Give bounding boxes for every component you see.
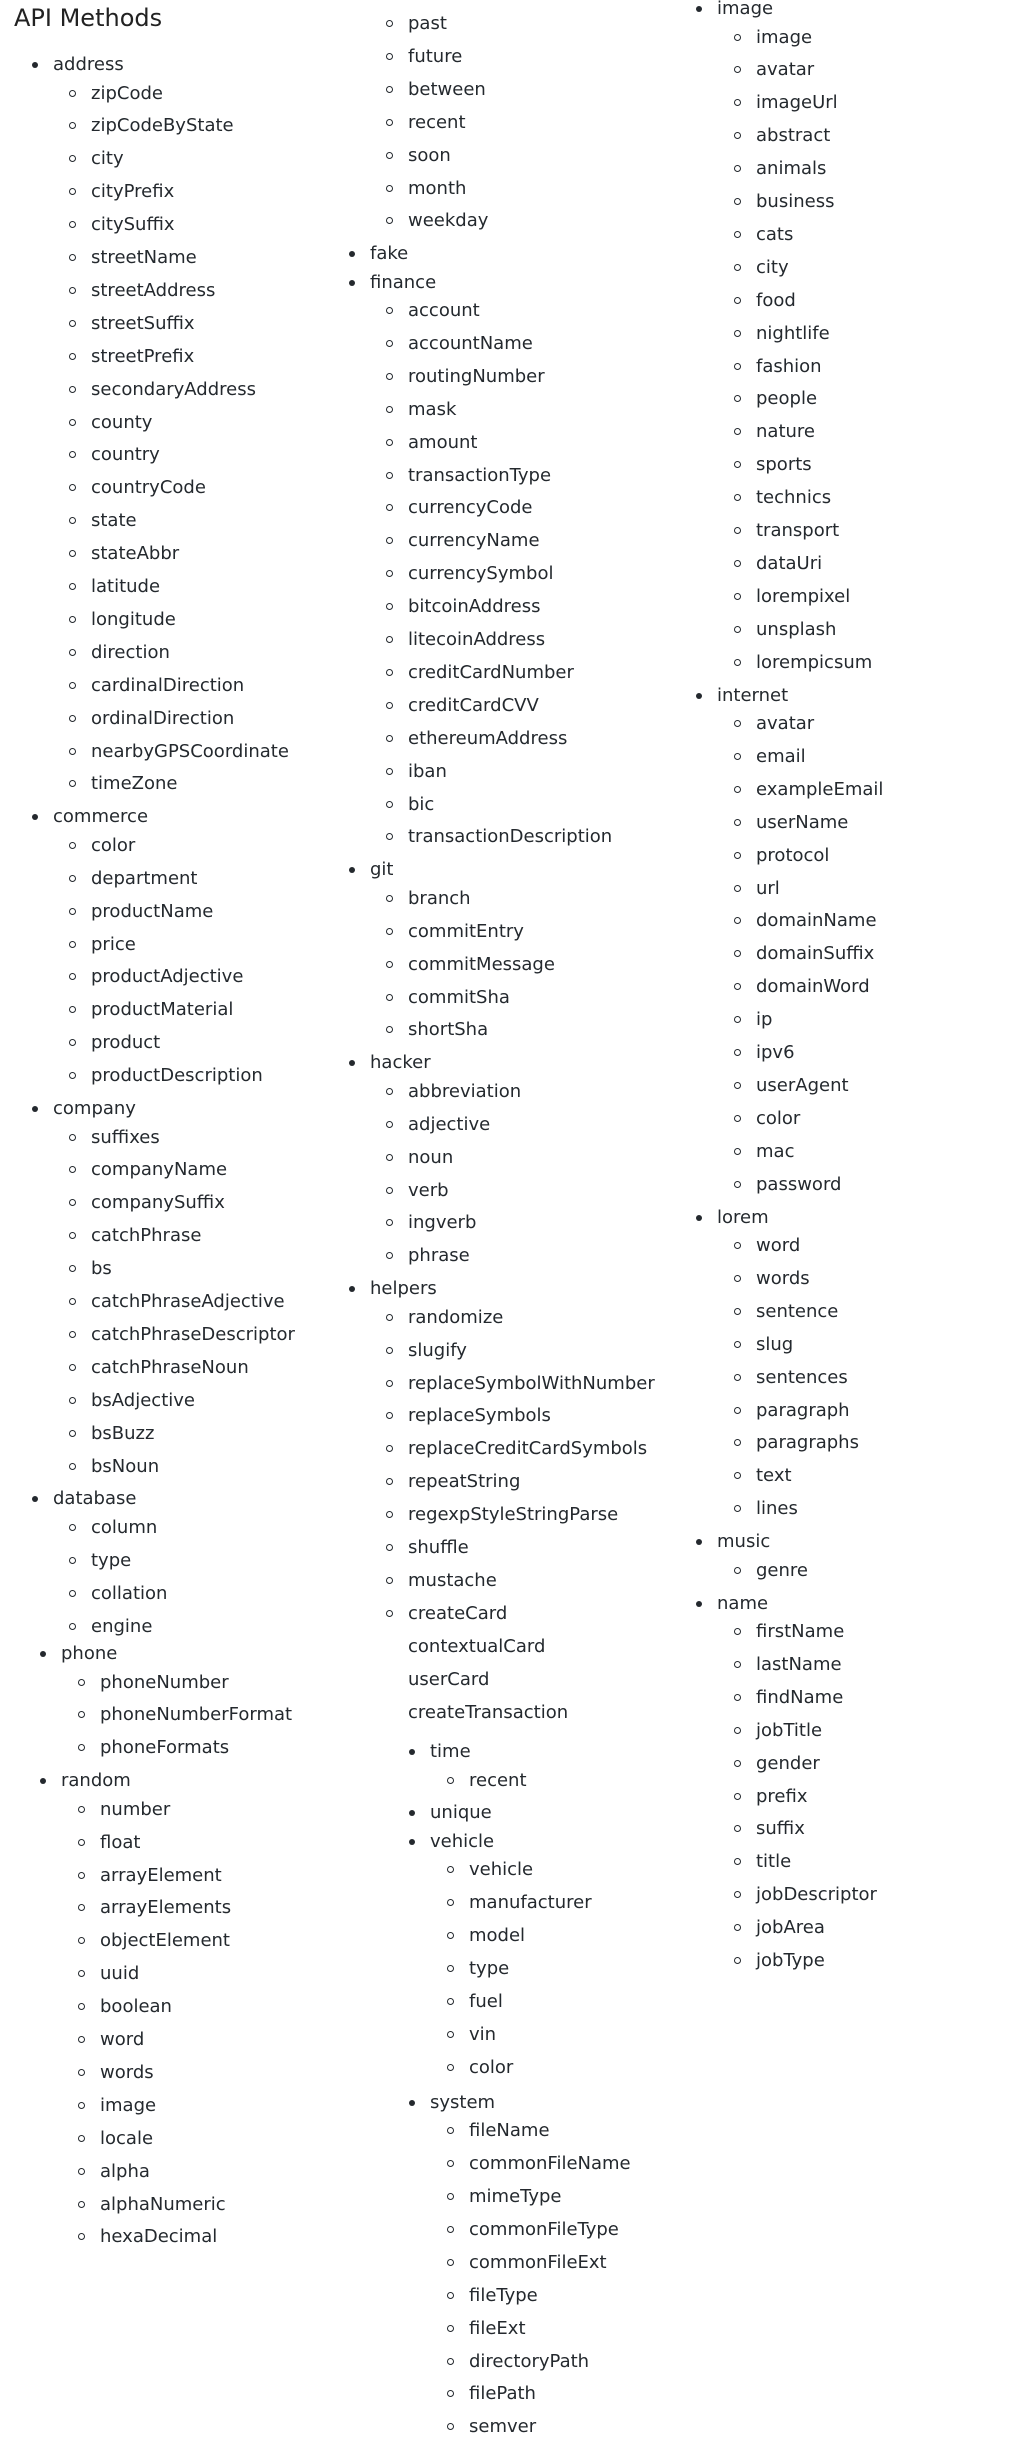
method-item: past: [408, 10, 447, 38]
method-item: repeatString: [408, 1468, 520, 1496]
method-item: dataUri: [756, 550, 822, 578]
method-item: shortSha: [408, 1016, 488, 1044]
category-item: random: [61, 1767, 131, 1795]
method-item: suffix: [756, 1815, 805, 1843]
method-item: abbreviation: [408, 1078, 521, 1106]
method-item: latitude: [91, 573, 160, 601]
method-item: jobType: [756, 1947, 825, 1975]
method-item: zipCode: [91, 80, 163, 108]
method-item: commonFileName: [469, 2150, 631, 2178]
method-item: color: [756, 1105, 800, 1133]
method-item: companyName: [91, 1156, 227, 1184]
method-item: word: [756, 1232, 800, 1260]
method-item: catchPhraseNoun: [91, 1354, 249, 1382]
category-item: system: [430, 2089, 495, 2117]
method-item: number: [100, 1796, 170, 1824]
method-item: creditCardCVV: [408, 692, 539, 720]
method-item: replaceSymbols: [408, 1402, 551, 1430]
method-item: ethereumAddress: [408, 725, 567, 753]
method-item: image: [756, 24, 812, 52]
method-item: abstract: [756, 122, 830, 150]
method-item: companySuffix: [91, 1189, 225, 1217]
method-item: color: [91, 832, 135, 860]
method-item: city: [91, 145, 124, 173]
method-item: word: [100, 2026, 144, 2054]
method-item: alphaNumeric: [100, 2191, 226, 2219]
category-item: database: [53, 1485, 136, 1513]
category-item: lorem: [717, 1204, 769, 1232]
method-item: streetPrefix: [91, 343, 194, 371]
category-item: address: [53, 51, 124, 79]
method-item: userAgent: [756, 1072, 849, 1100]
method-item: commitEntry: [408, 918, 524, 946]
method-item: model: [469, 1922, 525, 1950]
method-item: directoryPath: [469, 2348, 589, 2376]
method-item: streetAddress: [91, 277, 215, 305]
method-item: timeZone: [91, 770, 178, 798]
category-item: unique: [430, 1799, 492, 1827]
method-item: citySuffix: [91, 211, 175, 239]
category-item: company: [53, 1095, 136, 1123]
method-item: sports: [756, 451, 812, 479]
method-item: nature: [756, 418, 815, 446]
method-item: catchPhrase: [91, 1222, 201, 1250]
method-item: fileExt: [469, 2315, 526, 2343]
method-item: replaceCreditCardSymbols: [408, 1435, 647, 1463]
method-item: createCard: [408, 1600, 507, 1628]
method-item: sentence: [756, 1298, 838, 1326]
method-item: accountName: [408, 330, 533, 358]
method-item: fileType: [469, 2282, 538, 2310]
method-item: routingNumber: [408, 363, 545, 391]
method-item: product: [91, 1029, 160, 1057]
method-item: between: [408, 76, 486, 104]
method-item: currencyName: [408, 527, 540, 555]
method-item: sentences: [756, 1364, 848, 1392]
method-item: adjective: [408, 1111, 490, 1139]
category-item: vehicle: [430, 1828, 494, 1856]
category-item: name: [717, 1590, 768, 1618]
method-item: semver: [469, 2413, 536, 2441]
method-item: type: [469, 1955, 509, 1983]
method-item: locale: [100, 2125, 153, 2153]
method-item: zipCodeByState: [91, 112, 234, 140]
method-item: recent: [469, 1767, 527, 1795]
method-item: cityPrefix: [91, 178, 174, 206]
method-item: cats: [756, 221, 793, 249]
method-item: fileName: [469, 2117, 550, 2145]
method-item: words: [756, 1265, 810, 1293]
method-item: fashion: [756, 353, 822, 381]
method-item: jobArea: [756, 1914, 825, 1942]
method-item: email: [756, 743, 806, 771]
method-item: streetName: [91, 244, 197, 272]
method-item: text: [756, 1462, 792, 1490]
category-item: time: [430, 1738, 471, 1766]
method-item: soon: [408, 142, 451, 170]
method-item: catchPhraseAdjective: [91, 1288, 285, 1316]
method-item: exampleEmail: [756, 776, 883, 804]
method-item: animals: [756, 155, 826, 183]
method-item: float: [100, 1829, 140, 1857]
method-item: domainWord: [756, 973, 870, 1001]
method-item: randomize: [408, 1304, 503, 1332]
category-item: commerce: [53, 803, 148, 831]
method-item: hexaDecimal: [100, 2223, 217, 2251]
method-item: domainName: [756, 907, 877, 935]
method-item: createTransaction: [408, 1701, 569, 1723]
method-item: domainSuffix: [756, 940, 874, 968]
method-item: countryCode: [91, 474, 206, 502]
method-item: bic: [408, 791, 434, 819]
method-item: column: [91, 1514, 157, 1542]
category-item: fake: [370, 240, 408, 268]
method-item: firstName: [756, 1618, 844, 1646]
method-item: mask: [408, 396, 456, 424]
method-item: fuel: [469, 1988, 503, 2016]
method-item: engine: [91, 1613, 152, 1641]
method-item: ordinalDirection: [91, 705, 234, 733]
method-item: title: [756, 1848, 791, 1876]
method-item: replaceSymbolWithNumber: [408, 1370, 655, 1398]
method-item: bsNoun: [91, 1453, 159, 1481]
category-item: finance: [370, 269, 436, 297]
method-item: manufacturer: [469, 1889, 592, 1917]
method-item: bsAdjective: [91, 1387, 195, 1415]
method-item: jobDescriptor: [756, 1881, 877, 1909]
category-item: internet: [717, 682, 788, 710]
method-item: protocol: [756, 842, 829, 870]
method-item: department: [91, 865, 198, 893]
method-item: lines: [756, 1495, 798, 1523]
method-item: findName: [756, 1684, 843, 1712]
method-item: filePath: [469, 2380, 536, 2408]
method-item: slugify: [408, 1337, 467, 1365]
method-item: boolean: [100, 1993, 172, 2021]
method-item: ingverb: [408, 1209, 476, 1237]
method-item: slug: [756, 1331, 793, 1359]
method-item: ip: [756, 1006, 772, 1034]
method-item: account: [408, 297, 480, 325]
method-item: objectElement: [100, 1927, 230, 1955]
category-item: image: [717, 0, 773, 23]
method-item: transactionDescription: [408, 823, 612, 851]
method-item: catchPhraseDescriptor: [91, 1321, 295, 1349]
method-item: paragraph: [756, 1397, 850, 1425]
method-item: color: [469, 2054, 513, 2082]
method-item: genre: [756, 1557, 808, 1585]
method-item: ipv6: [756, 1039, 795, 1067]
method-item: bsBuzz: [91, 1420, 154, 1448]
method-item: recent: [408, 109, 466, 137]
method-item: stateAbbr: [91, 540, 179, 568]
method-item: phoneFormats: [100, 1734, 229, 1762]
method-item: creditCardNumber: [408, 659, 574, 687]
category-item: helpers: [370, 1275, 437, 1303]
method-item: longitude: [91, 606, 176, 634]
method-item: uuid: [100, 1960, 139, 1988]
method-item: people: [756, 385, 817, 413]
method-item: paragraphs: [756, 1429, 859, 1457]
method-item: future: [408, 43, 462, 71]
method-item: month: [408, 175, 466, 203]
method-item: currencyCode: [408, 494, 533, 522]
method-item: bitcoinAddress: [408, 593, 541, 621]
method-item: city: [756, 254, 789, 282]
method-item: shuffle: [408, 1534, 469, 1562]
method-item: lorempicsum: [756, 649, 872, 677]
method-item: regexpStyleStringParse: [408, 1501, 618, 1529]
method-item: gender: [756, 1750, 820, 1778]
method-item: unsplash: [756, 616, 836, 644]
method-item: commitSha: [408, 984, 510, 1012]
method-item: currencySymbol: [408, 560, 553, 588]
method-item: country: [91, 441, 160, 469]
method-item: phoneNumberFormat: [100, 1701, 292, 1729]
category-item: hacker: [370, 1049, 431, 1077]
category-item: phone: [61, 1640, 117, 1668]
method-item: productMaterial: [91, 996, 233, 1024]
method-item: nightlife: [756, 320, 830, 348]
method-item: imageUrl: [756, 89, 838, 117]
method-item: vehicle: [469, 1856, 533, 1884]
method-item: contextualCard: [408, 1635, 546, 1657]
method-item: vin: [469, 2021, 496, 2049]
page-title: API Methods: [14, 4, 163, 32]
method-item: jobTitle: [756, 1717, 822, 1745]
category-item: git: [370, 856, 393, 884]
method-item: mustache: [408, 1567, 497, 1595]
method-item: password: [756, 1171, 841, 1199]
method-item: noun: [408, 1144, 453, 1172]
method-item: weekday: [408, 207, 488, 235]
method-item: avatar: [756, 56, 814, 84]
method-item: state: [91, 507, 137, 535]
category-item: music: [717, 1528, 770, 1556]
method-item: image: [100, 2092, 156, 2120]
method-item: phoneNumber: [100, 1669, 229, 1697]
method-item: commonFileType: [469, 2216, 619, 2244]
method-item: productDescription: [91, 1062, 263, 1090]
method-item: mac: [756, 1138, 794, 1166]
method-item: branch: [408, 885, 471, 913]
method-item: lorempixel: [756, 583, 850, 611]
method-item: arrayElement: [100, 1862, 222, 1890]
method-item: avatar: [756, 710, 814, 738]
method-item: productAdjective: [91, 963, 243, 991]
method-item: url: [756, 875, 780, 903]
method-item: secondaryAddress: [91, 376, 256, 404]
method-item: amount: [408, 429, 477, 457]
method-item: business: [756, 188, 834, 216]
method-item: bs: [91, 1255, 112, 1283]
method-item: iban: [408, 758, 447, 786]
method-item: type: [91, 1547, 131, 1575]
method-item: suffixes: [91, 1124, 160, 1152]
method-item: words: [100, 2059, 154, 2087]
method-item: transport: [756, 517, 839, 545]
method-item: nearbyGPSCoordinate: [91, 738, 289, 766]
method-item: litecoinAddress: [408, 626, 545, 654]
method-item: userName: [756, 809, 848, 837]
method-item: direction: [91, 639, 170, 667]
method-item: food: [756, 287, 796, 315]
method-item: collation: [91, 1580, 167, 1608]
method-item: commitMessage: [408, 951, 555, 979]
method-item: arrayElements: [100, 1894, 231, 1922]
method-item: price: [91, 931, 136, 959]
method-item: prefix: [756, 1783, 808, 1811]
method-item: commonFileExt: [469, 2249, 607, 2277]
method-item: technics: [756, 484, 831, 512]
method-item: verb: [408, 1177, 449, 1205]
method-item: transactionType: [408, 462, 551, 490]
method-item: alpha: [100, 2158, 150, 2186]
method-item: mimeType: [469, 2183, 562, 2211]
method-item: userCard: [408, 1668, 490, 1690]
method-item: cardinalDirection: [91, 672, 244, 700]
method-item: productName: [91, 898, 213, 926]
method-item: county: [91, 409, 152, 437]
method-item: streetSuffix: [91, 310, 195, 338]
method-item: lastName: [756, 1651, 842, 1679]
method-item: phrase: [408, 1242, 470, 1270]
